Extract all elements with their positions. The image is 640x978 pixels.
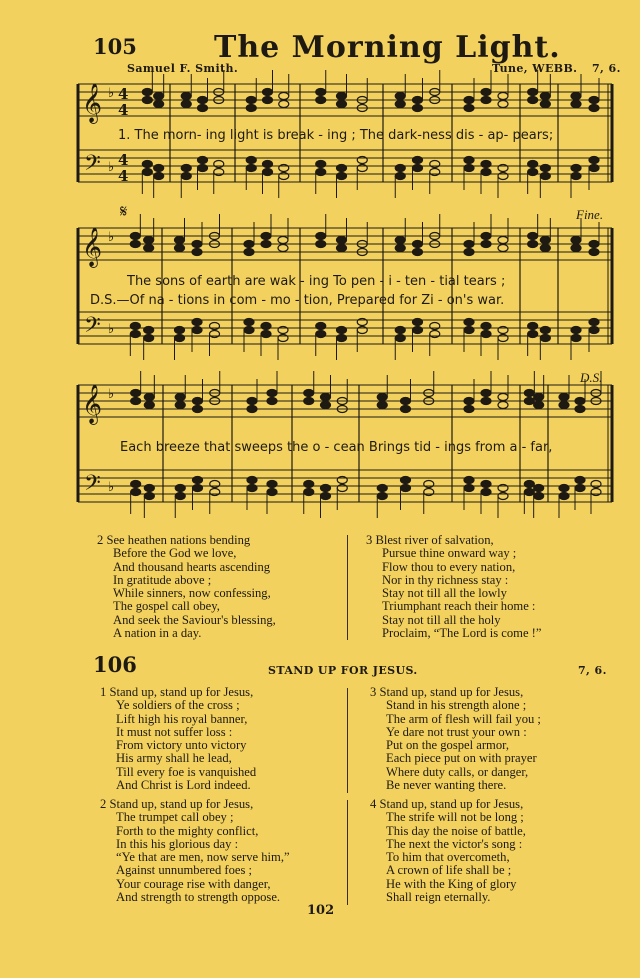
- treble-note: [193, 406, 203, 413]
- bass-note: [464, 319, 474, 326]
- treble-note: [198, 105, 208, 112]
- verse-line: Proclaim, “The Lord is come !”: [382, 626, 542, 641]
- bass-note: [246, 165, 256, 172]
- verse-line: In gratitude above ;: [113, 572, 212, 587]
- bass-note: [395, 327, 405, 334]
- bass-note: [267, 481, 277, 488]
- verse-line: The next the victor's song :: [386, 836, 523, 851]
- treble-note: [589, 249, 599, 256]
- bass-note: [130, 331, 140, 338]
- treble-note: [401, 398, 411, 405]
- bass-note: [193, 477, 203, 484]
- treble-note: [413, 249, 423, 256]
- treble-note: [540, 245, 550, 252]
- bass-note: [401, 485, 411, 492]
- flat-sign: ♭: [108, 322, 115, 337]
- treble-note: [193, 398, 203, 405]
- bass-note: [395, 165, 405, 172]
- verse-line: “Ye that are men, now serve him,”: [116, 850, 290, 865]
- bass-note: [144, 493, 154, 500]
- verse-line: A crown of life shall be ;: [386, 863, 512, 878]
- verse-line: The arm of flesh will fail you ;: [386, 711, 541, 726]
- treble-note: [144, 245, 154, 252]
- treble-note: [464, 97, 474, 104]
- treble-note: [337, 93, 347, 100]
- verse-line: Stay not till all the lowly: [382, 586, 507, 601]
- treble-note: [481, 89, 491, 96]
- bass-note: [263, 161, 273, 168]
- verse-line: And thousand hearts ascending: [113, 559, 271, 574]
- treble-note: [534, 394, 544, 401]
- treble-note: [175, 402, 185, 409]
- verse-line: A nation in a day.: [113, 626, 202, 641]
- treble-note: [498, 402, 508, 409]
- flat-sign: ♭: [108, 86, 115, 101]
- bass-note: [528, 323, 538, 330]
- hymn-105-number: 105: [93, 34, 137, 59]
- bass-note: [142, 169, 152, 176]
- ds-mark: D.S.: [580, 370, 603, 385]
- bass-note: [337, 335, 347, 342]
- lyric-line-1: 1. The morn- ing light is break - ing ; The dark-ness dis - ap- pears;: [118, 128, 554, 143]
- verse-line: Your courage rise with danger,: [116, 876, 271, 891]
- bass-note: [198, 165, 208, 172]
- treble-note: [263, 97, 273, 104]
- treble-note: [304, 398, 314, 405]
- treble-note: [481, 398, 491, 405]
- hymn-106-verse-1: [100, 686, 256, 792]
- column-divider: [347, 535, 348, 640]
- treble-note: [278, 245, 288, 252]
- verse-line: And strength to strength oppose.: [116, 890, 281, 905]
- treble-note: [395, 93, 405, 100]
- treble-note: [540, 237, 550, 244]
- bass-note: [130, 323, 140, 330]
- bass-note: [193, 485, 203, 492]
- bass-note: [154, 173, 164, 180]
- treble-note: [575, 398, 585, 405]
- bass-note: [481, 331, 491, 338]
- flat-sign: ♭: [108, 160, 115, 175]
- bass-note: [181, 165, 191, 172]
- verse-line: Each piece put on with prayer: [386, 751, 537, 766]
- bass-note: [316, 323, 326, 330]
- treble-clef: 𝄞: [82, 384, 103, 424]
- bass-clef: 𝄢: [84, 471, 101, 501]
- flat-sign: ♭: [108, 480, 115, 495]
- treble-note: [377, 394, 387, 401]
- bass-note: [540, 327, 550, 334]
- treble-note: [464, 241, 474, 248]
- verse-line: 2 Stand up, stand up for Jesus,: [100, 797, 254, 811]
- treble-note: [198, 97, 208, 104]
- treble-note: [316, 233, 326, 240]
- treble-note: [524, 390, 534, 397]
- verse-line: And seek the Saviour's blessing,: [113, 612, 276, 627]
- treble-note: [316, 241, 326, 248]
- bass-note: [464, 477, 474, 484]
- bass-note: [154, 165, 164, 172]
- verse-line: Stand in his strength alone ;: [386, 698, 527, 713]
- treble-note: [175, 394, 185, 401]
- treble-note: [247, 398, 257, 405]
- verse-line: The trumpet call obey ;: [116, 810, 234, 825]
- bass-note: [377, 485, 387, 492]
- treble-note: [575, 406, 585, 413]
- verse-line: Pursue thine onward way ;: [382, 546, 517, 561]
- treble-note: [524, 398, 534, 405]
- treble-note: [244, 241, 254, 248]
- treble-note: [528, 241, 538, 248]
- treble-note: [498, 245, 508, 252]
- treble-note: [316, 89, 326, 96]
- treble-note: [559, 402, 569, 409]
- verse-line: 1 Stand up, stand up for Jesus,: [100, 685, 254, 699]
- treble-note: [413, 97, 423, 104]
- treble-note: [589, 241, 599, 248]
- verse-line: Against unnumbered foes ;: [116, 863, 253, 878]
- treble-note: [144, 237, 154, 244]
- verse-line: Shall reign eternally.: [386, 890, 491, 905]
- treble-note: [279, 101, 289, 108]
- lyric-line-2: The sons of earth are wak - ing To pen - i - ten - tial tears ;: [127, 274, 506, 289]
- treble-note: [528, 97, 538, 104]
- treble-note: [321, 402, 331, 409]
- treble-note: [321, 394, 331, 401]
- treble-note: [246, 105, 256, 112]
- bass-note: [144, 327, 154, 334]
- flat-sign: ♭: [108, 230, 115, 245]
- bass-note: [464, 165, 474, 172]
- treble-note: [571, 245, 581, 252]
- hymn-106-title: STAND UP FOR JESUS.: [268, 664, 418, 677]
- treble-note: [571, 101, 581, 108]
- verse-line: 3 Stand up, stand up for Jesus,: [370, 685, 524, 699]
- verse-line: While sinners, now confessing,: [113, 586, 271, 601]
- bass-note: [316, 331, 326, 338]
- treble-note: [540, 93, 550, 100]
- bass-note: [575, 485, 585, 492]
- hymn-106-meter: 7, 6.: [578, 664, 607, 677]
- treble-note: [481, 97, 491, 104]
- hymn-105-title: The Morning Light.: [214, 30, 561, 65]
- bass-note: [575, 477, 585, 484]
- verse-line: From victory unto victory: [116, 738, 247, 753]
- bass-note: [540, 165, 550, 172]
- verse-line: Ye dare not trust your own :: [386, 724, 527, 739]
- verse-line: And Christ is Lord indeed.: [116, 778, 251, 793]
- bass-note: [261, 323, 271, 330]
- bass-note: [534, 485, 544, 492]
- treble-note: [481, 233, 491, 240]
- bass-note: [131, 489, 141, 496]
- column-divider-106b: [347, 800, 348, 905]
- bass-note: [244, 327, 254, 334]
- treble-note: [261, 241, 271, 248]
- bass-note: [395, 335, 405, 342]
- treble-note: [571, 93, 581, 100]
- hymn-106-verse-3: [370, 686, 541, 792]
- verse-line: Be never wanting there.: [386, 778, 507, 793]
- bass-note: [413, 319, 423, 326]
- verse-line: 4 Stand up, stand up for Jesus,: [370, 797, 524, 811]
- hymn-105-tune: Tune, WEBB.: [492, 62, 578, 75]
- treble-note: [142, 97, 152, 104]
- treble-note: [464, 398, 474, 405]
- time-signature: 4: [118, 167, 129, 185]
- time-signature: 4: [118, 151, 129, 169]
- treble-note: [267, 390, 277, 397]
- treble-note: [337, 237, 347, 244]
- verse-line: Before the God we love,: [113, 546, 237, 561]
- treble-note: [395, 237, 405, 244]
- bass-note: [321, 485, 331, 492]
- bass-note: [247, 477, 257, 484]
- treble-note: [534, 402, 544, 409]
- treble-note: [337, 245, 347, 252]
- verse-line: Stay not till all the holy: [382, 612, 501, 627]
- verse-line: This day the noise of battle,: [386, 823, 526, 838]
- time-signature: 4: [118, 85, 129, 103]
- treble-note: [589, 97, 599, 104]
- hymn-105-meter: 7, 6.: [592, 62, 621, 75]
- bass-note: [131, 481, 141, 488]
- treble-note: [498, 394, 508, 401]
- hymn-106-verse-2: [100, 798, 290, 904]
- bass-note: [528, 161, 538, 168]
- treble-note: [395, 101, 405, 108]
- verse-line: Triumphant reach their home :: [382, 599, 536, 614]
- treble-note: [316, 97, 326, 104]
- bass-note: [540, 335, 550, 342]
- bass-note: [571, 173, 581, 180]
- bass-note: [464, 485, 474, 492]
- bass-note: [534, 493, 544, 500]
- verse-line: Lift high his royal banner,: [116, 711, 248, 726]
- time-signature: 4: [118, 101, 129, 119]
- bass-note: [589, 319, 599, 326]
- treble-note: [540, 101, 550, 108]
- bass-note: [144, 485, 154, 492]
- bass-note: [481, 481, 491, 488]
- treble-note: [498, 101, 508, 108]
- bass-note: [413, 165, 423, 172]
- bass-note: [413, 327, 423, 334]
- bass-note: [175, 335, 185, 342]
- verse-line: He with the King of glory: [386, 876, 517, 891]
- hymn-106-number: 106: [93, 652, 137, 677]
- treble-note: [589, 105, 599, 112]
- bass-note: [589, 327, 599, 334]
- treble-note: [528, 89, 538, 96]
- bass-note: [589, 165, 599, 172]
- treble-note: [304, 390, 314, 397]
- bass-note: [559, 493, 569, 500]
- bass-note: [267, 489, 277, 496]
- verse-line: Forth to the mighty conflict,: [116, 823, 259, 838]
- bass-note: [464, 327, 474, 334]
- treble-note: [244, 249, 254, 256]
- bass-note: [175, 493, 185, 500]
- treble-note: [261, 233, 271, 240]
- fine-mark: Fine.: [576, 207, 604, 222]
- treble-note: [181, 93, 191, 100]
- treble-note: [144, 394, 154, 401]
- treble-note: [413, 241, 423, 248]
- bass-note: [413, 157, 423, 164]
- hymn-106-verse-4: [370, 798, 526, 904]
- bass-note: [261, 331, 271, 338]
- bass-note: [337, 165, 347, 172]
- treble-note: [142, 89, 152, 96]
- bass-note: [337, 173, 347, 180]
- treble-note: [498, 93, 508, 100]
- bass-clef: 𝄢: [84, 151, 101, 181]
- treble-note: [192, 249, 202, 256]
- hymn-105-verse-2: [97, 534, 276, 640]
- treble-note: [498, 237, 508, 244]
- treble-note: [175, 237, 185, 244]
- verse-line: Till every foe is vanquished: [116, 764, 257, 779]
- bass-note: [192, 327, 202, 334]
- bass-note: [589, 157, 599, 164]
- bass-note: [246, 157, 256, 164]
- bass-clef: 𝄢: [84, 313, 101, 343]
- bass-note: [559, 485, 569, 492]
- verse-line: It must not suffer loss :: [116, 724, 233, 739]
- bass-note: [524, 489, 534, 496]
- treble-note: [130, 233, 140, 240]
- verse-line: Nor in thy richness stay :: [382, 572, 509, 587]
- treble-note: [464, 406, 474, 413]
- treble-note: [192, 241, 202, 248]
- bass-note: [571, 165, 581, 172]
- treble-note: [154, 101, 164, 108]
- treble-note: [130, 241, 140, 248]
- verse-line: Where duty calls, or danger,: [386, 764, 529, 779]
- bass-note: [144, 335, 154, 342]
- treble-note: [131, 390, 141, 397]
- bass-note: [316, 169, 326, 176]
- treble-note: [395, 245, 405, 252]
- bass-note: [481, 323, 491, 330]
- bass-note: [481, 169, 491, 176]
- bass-note: [540, 173, 550, 180]
- bass-note: [321, 493, 331, 500]
- verse-line: 2 See heathen nations bending: [97, 533, 251, 547]
- bass-note: [192, 319, 202, 326]
- bass-note: [181, 173, 191, 180]
- treble-clef: 𝄞: [82, 83, 103, 123]
- treble-note: [481, 241, 491, 248]
- bass-note: [528, 331, 538, 338]
- segno-mark: 𝄋: [120, 202, 128, 221]
- treble-note: [144, 402, 154, 409]
- bass-note: [304, 481, 314, 488]
- bass-note: [198, 157, 208, 164]
- treble-note: [528, 233, 538, 240]
- verse-line: 3 Blest river of salvation,: [366, 533, 494, 547]
- treble-note: [267, 398, 277, 405]
- treble-note: [377, 402, 387, 409]
- bass-note: [481, 161, 491, 168]
- treble-note: [181, 101, 191, 108]
- bass-note: [464, 157, 474, 164]
- bass-note: [247, 485, 257, 492]
- page-number: 102: [307, 903, 335, 918]
- hymn-105-author: Samuel F. Smith.: [127, 62, 239, 75]
- bass-note: [316, 161, 326, 168]
- bass-note: [377, 493, 387, 500]
- bass-note: [524, 481, 534, 488]
- bass-note: [175, 327, 185, 334]
- treble-note: [337, 101, 347, 108]
- bass-note: [481, 489, 491, 496]
- flat-sign: ♭: [108, 387, 115, 402]
- verse-line: Put on the gospel armor,: [386, 738, 509, 753]
- treble-note: [401, 406, 411, 413]
- treble-note: [131, 398, 141, 405]
- bass-note: [395, 173, 405, 180]
- treble-note: [246, 97, 256, 104]
- column-divider-106a: [347, 688, 348, 793]
- treble-note: [279, 93, 289, 100]
- treble-note: [247, 406, 257, 413]
- verse-line: Flow thou to every nation,: [382, 559, 516, 574]
- bass-note: [528, 169, 538, 176]
- treble-note: [263, 89, 273, 96]
- bass-note: [244, 319, 254, 326]
- treble-note: [481, 390, 491, 397]
- treble-clef: 𝄞: [82, 227, 103, 267]
- lyric-line-3: D.S.—Of na - tions in com - mo - tion, Prepared for Zi - on's war.: [90, 293, 505, 308]
- verse-line: In this his glorious day :: [116, 836, 239, 851]
- bass-note: [263, 169, 273, 176]
- treble-note: [559, 394, 569, 401]
- bass-note: [175, 485, 185, 492]
- bass-note: [571, 327, 581, 334]
- bass-note: [401, 477, 411, 484]
- treble-note: [175, 245, 185, 252]
- verse-line: The gospel call obey,: [113, 599, 220, 614]
- treble-note: [413, 105, 423, 112]
- verse-line: Ye soldiers of the cross ;: [116, 698, 240, 713]
- treble-note: [154, 93, 164, 100]
- verse-line: To him that overcometh,: [386, 850, 510, 865]
- verse-line: The strife will not be long ;: [386, 810, 524, 825]
- bass-note: [142, 161, 152, 168]
- bass-note: [337, 327, 347, 334]
- treble-note: [464, 105, 474, 112]
- hymn-105-verse-3: [366, 534, 541, 640]
- treble-note: [571, 237, 581, 244]
- treble-note: [464, 249, 474, 256]
- verse-line: His army shall he lead,: [116, 751, 232, 766]
- treble-note: [278, 237, 288, 244]
- bass-note: [571, 335, 581, 342]
- lyric-line-4: Each breeze that sweeps the o - cean Brings tid - ings from a - far,: [120, 440, 553, 455]
- bass-note: [304, 489, 314, 496]
